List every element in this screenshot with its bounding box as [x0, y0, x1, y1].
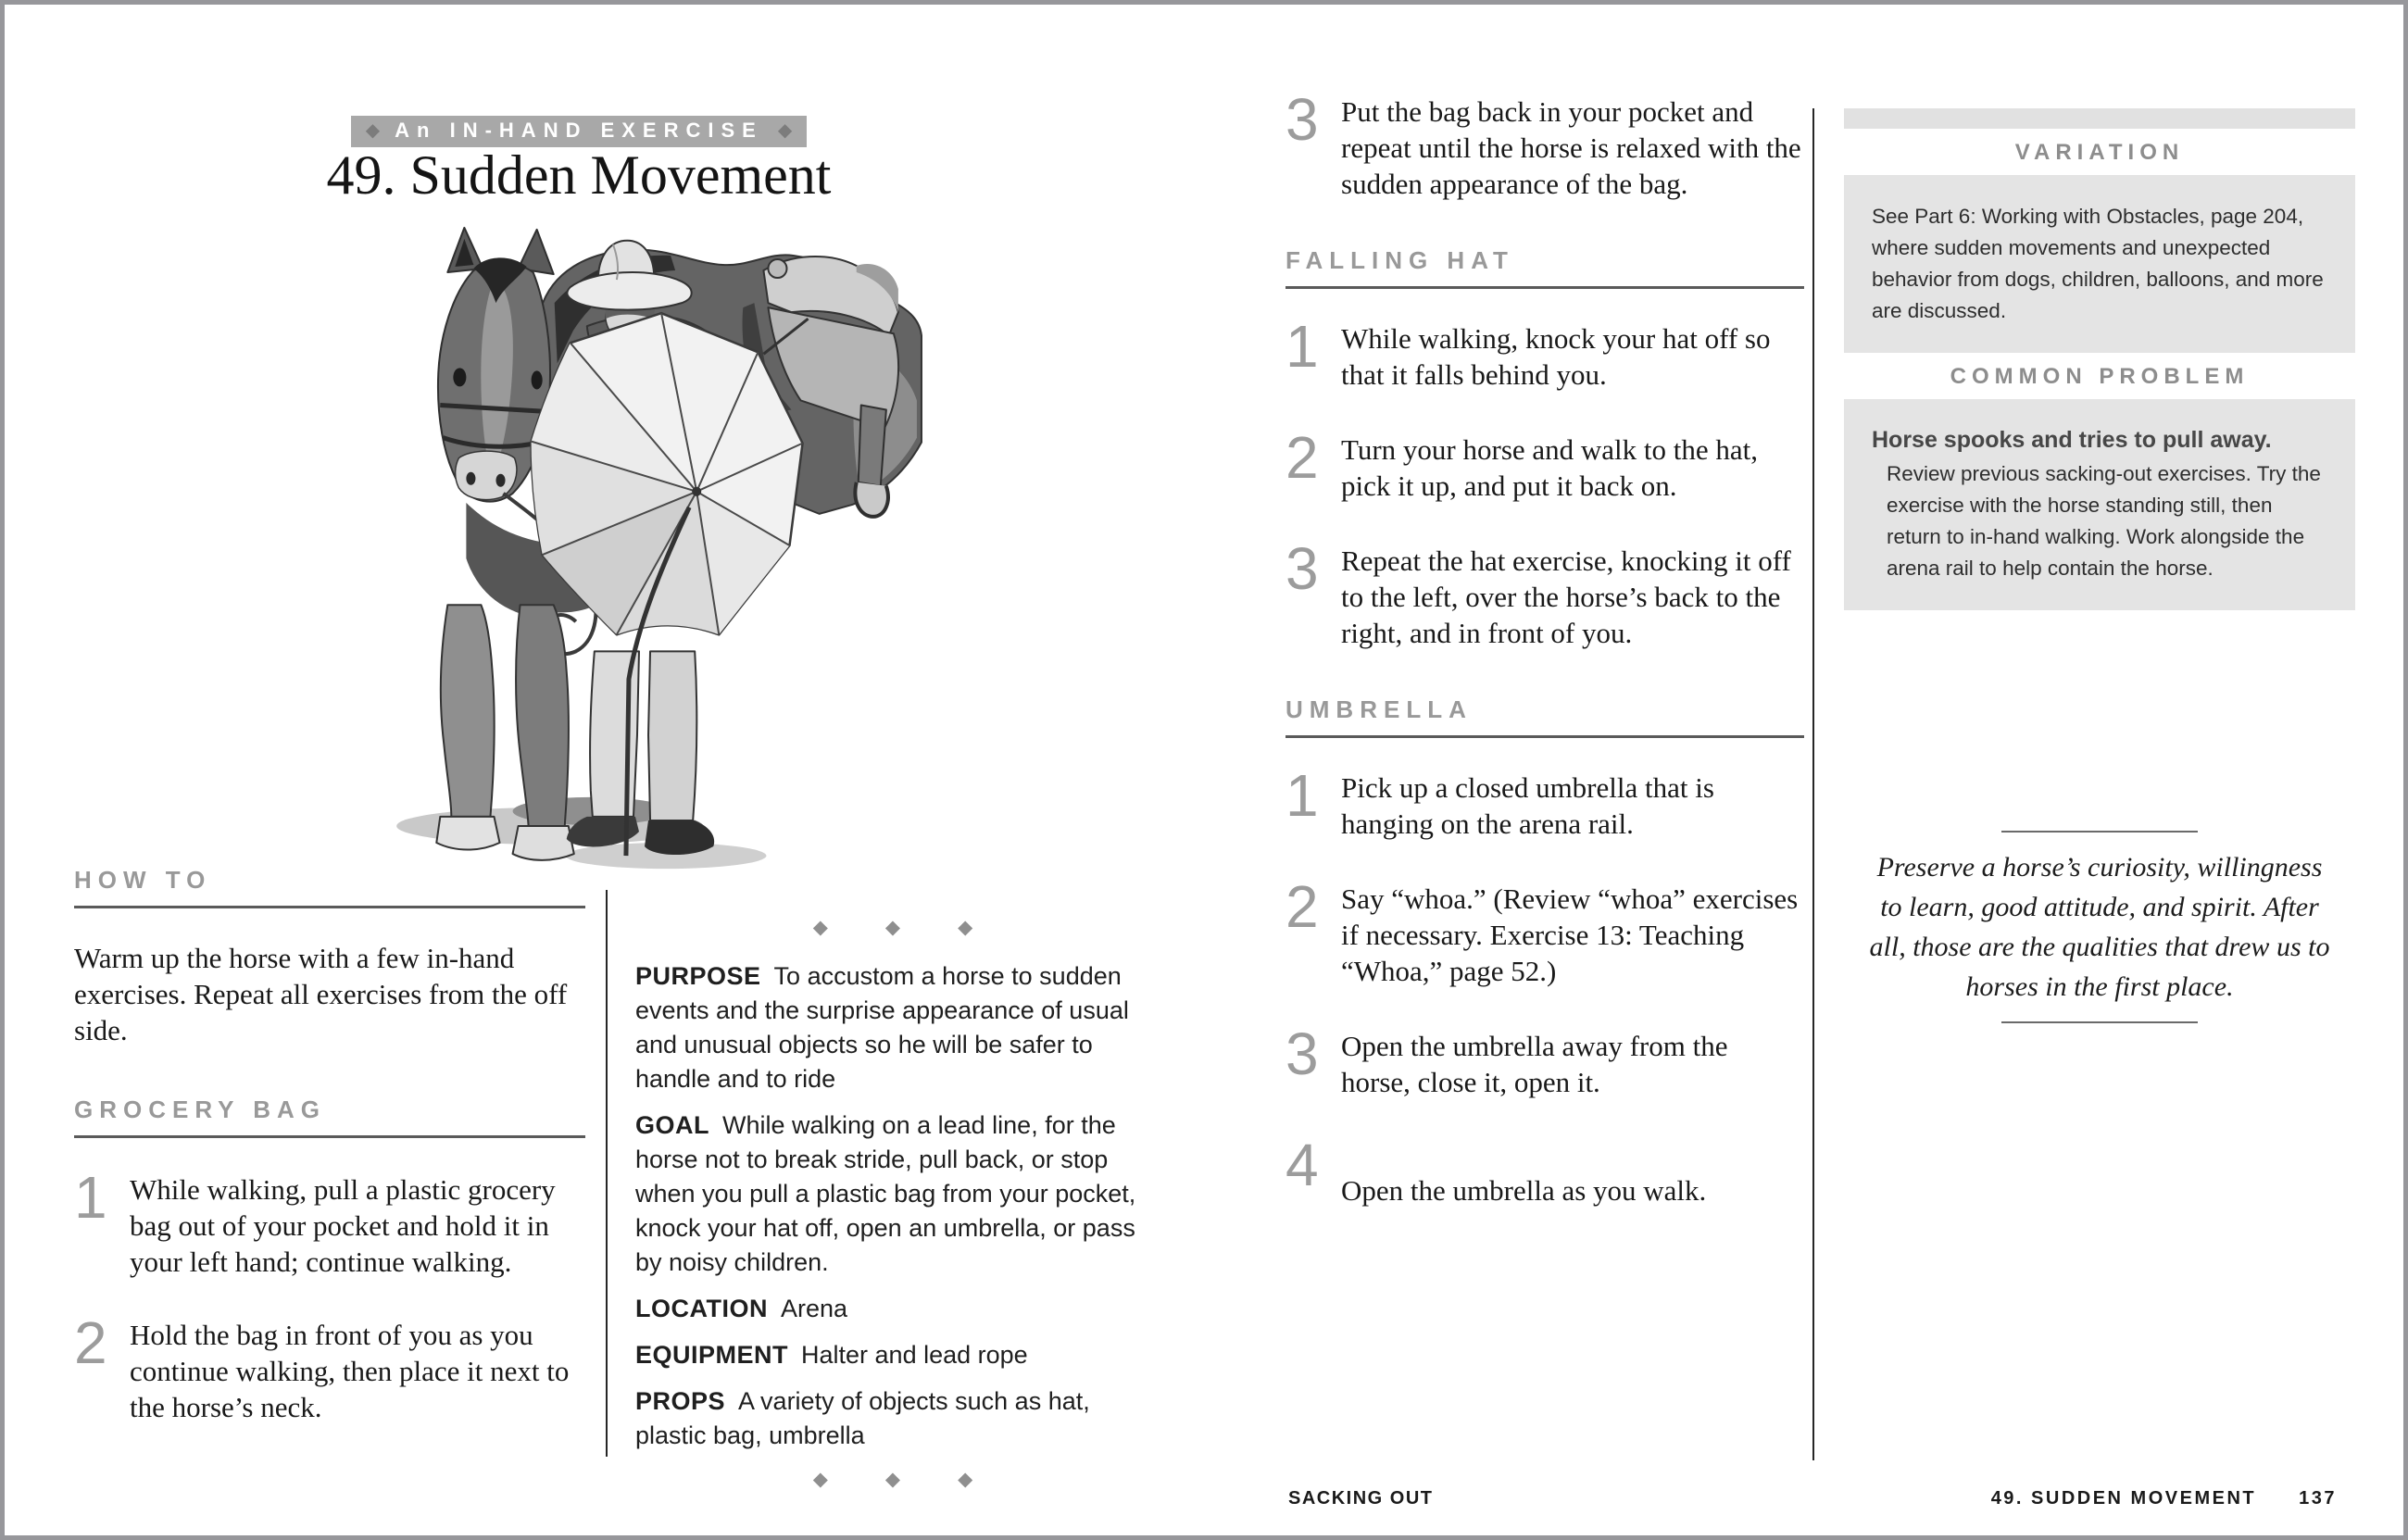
step-text: Hold the bag in front of you as you continue walking, then place it next to the horse’s neck. [130, 1319, 570, 1423]
step-item [1286, 424, 1804, 504]
diamond-icon: ◆ [777, 120, 793, 141]
diamond-icon: ◆ [884, 1469, 901, 1490]
quote-text: Preserve a horse’s curiosity, willingness to learn, good attitude, and spirit. After all, those are the qualities that drew us to horses in the first place. [1869, 852, 2330, 1002]
step-text: Put the bag back in your pocket and repeat until the horse is relaxed with the sudden appearance of the bag. [1341, 95, 1801, 200]
step-text: Open the umbrella as you walk. [1341, 1174, 1707, 1207]
variation-box [1844, 175, 2355, 353]
step-number: 1 [74, 1164, 107, 1231]
equipment-text: Halter and lead rope [801, 1341, 1028, 1369]
step-item [1286, 1132, 1804, 1208]
step-text: Open the umbrella away from the horse, close it, open it. [1341, 1030, 1728, 1098]
diamond-separator [635, 918, 1150, 937]
running-footer-section: SACKING OUT [1288, 1488, 1434, 1509]
equipment-row [635, 1338, 1150, 1372]
pull-quote [1844, 831, 2355, 1023]
how-to-section [74, 866, 585, 1048]
step-number: 2 [74, 1309, 107, 1376]
page-title: 49. Sudden Movement [326, 144, 832, 206]
location-text: Arena [780, 1295, 848, 1322]
quote-rule-bottom [2001, 1021, 2198, 1023]
umbrella-steps [1286, 762, 1804, 1208]
step-text: Repeat the hat exercise, knocking it off to the left, over the horse’s back to the right, and in front of you. [1341, 545, 1791, 649]
step-number: 2 [1286, 873, 1319, 940]
common-problem-heading: COMMON PROBLEM [1950, 364, 2250, 389]
step-number: 3 [1286, 1020, 1319, 1087]
location-row [635, 1292, 1150, 1326]
props-label: PROPS [635, 1387, 726, 1415]
grocery-bag-heading: GROCERY BAG [74, 1096, 585, 1138]
exercise-info-column [635, 918, 1150, 1489]
horse-umbrella-illustration [355, 212, 931, 886]
step-number: 4 [1286, 1132, 1319, 1198]
step-item [1286, 1020, 1804, 1100]
step-number: 1 [1286, 313, 1319, 380]
exercise-kicker [320, 116, 838, 147]
how-to-text: Warm up the horse with a few in-hand exercises. Repeat all exercises from the off side. [74, 942, 568, 1046]
falling-hat-steps [1286, 313, 1804, 651]
step-item [74, 1164, 585, 1280]
step-number: 1 [1286, 762, 1319, 829]
diamond-icon: ◆ [365, 120, 381, 141]
common-problem-text: Review previous sacking-out exercises. Try the exercise with the horse standing still, then return to in-hand walking. Work alongside the arena rail to help contain the horse. [1887, 462, 2321, 580]
diamond-icon: ◆ [884, 917, 901, 938]
variation-text: See Part 6: Working with Obstacles, page 204, where sudden movements and unexpected behavior from dogs, children, balloons, and more are discussed. [1872, 205, 2324, 322]
diamond-icon: ◆ [812, 917, 828, 938]
purpose-label: PURPOSE [635, 962, 761, 990]
right-main-column [1286, 86, 1804, 1208]
running-footer-chapter [1991, 1488, 2337, 1509]
page-number: 137 [2299, 1488, 2337, 1509]
diamond-icon: ◆ [958, 917, 973, 938]
sidebar-top-bar [1844, 108, 2355, 129]
diamond-separator [635, 1470, 1150, 1489]
diamond-icon: ◆ [812, 1469, 828, 1490]
sidebar-divider [1812, 108, 1814, 1460]
exercise-kicker-band [351, 116, 807, 147]
step-text: While walking, pull a plastic grocery bag out of your pocket and hold it in your left hand; continue walking. [130, 1173, 556, 1278]
props-text: A variety of objects such as hat, plastic bag, umbrella [635, 1387, 1090, 1449]
quote-rule-top [2001, 831, 2198, 833]
purpose-row [635, 959, 1150, 1096]
footer-chapter-title: 49. SUDDEN MOVEMENT [1990, 1488, 2257, 1509]
column-divider [606, 890, 608, 1457]
step-item [1286, 313, 1804, 393]
purpose-text: To accustom a horse to sudden events and the surprise appearance of usual and unusual objects so he will be safer to handle and to ride [635, 962, 1129, 1093]
goal-label: GOAL [635, 1111, 709, 1139]
equipment-label: EQUIPMENT [635, 1341, 789, 1369]
kicker-label: An IN-HAND EXERCISE [395, 119, 763, 142]
horse-umbrella-sketch [355, 212, 931, 886]
step-text: Say “whoa.” (Review “whoa” exercises if necessary. Exercise 13: Teaching “Whoa,” page 52.) [1341, 883, 1799, 987]
step-item [74, 1309, 585, 1425]
step-text: Pick up a closed umbrella that is hanging on the arena rail. [1341, 771, 1714, 840]
location-label: LOCATION [635, 1295, 768, 1322]
goal-row [635, 1108, 1150, 1280]
step-item [1286, 86, 1804, 202]
falling-hat-heading: FALLING HAT [1286, 246, 1804, 289]
grocery-bag-steps [74, 1164, 585, 1425]
props-row [635, 1384, 1150, 1453]
goal-text: While walking on a lead line, for the horse not to break stride, pull back, or stop when you pull a plastic bag from your pocket, knock your hat off, open an umbrella, or pass by noisy children. [635, 1111, 1136, 1276]
grocery-bag-section [74, 1096, 585, 1425]
step-item [1286, 762, 1804, 842]
step-item [1286, 535, 1804, 651]
step-text: While walking, knock your hat off so that it falls behind you. [1341, 322, 1771, 391]
umbrella-heading: UMBRELLA [1286, 695, 1804, 738]
variation-heading: VARIATION [2014, 140, 2185, 165]
step-item [1286, 873, 1804, 989]
how-to-heading: HOW TO [74, 866, 585, 908]
diamond-icon: ◆ [958, 1469, 973, 1490]
common-problem-lead: Horse spooks and tries to pull away. [1872, 427, 2272, 453]
step-number: 3 [1286, 535, 1319, 602]
common-problem-box [1844, 399, 2355, 610]
step-number: 3 [1286, 86, 1319, 153]
right-sidebar [1844, 108, 2355, 1023]
step-number: 2 [1286, 424, 1319, 491]
step-text: Turn your horse and walk to the hat, pick it up, and put it back on. [1341, 433, 1759, 502]
